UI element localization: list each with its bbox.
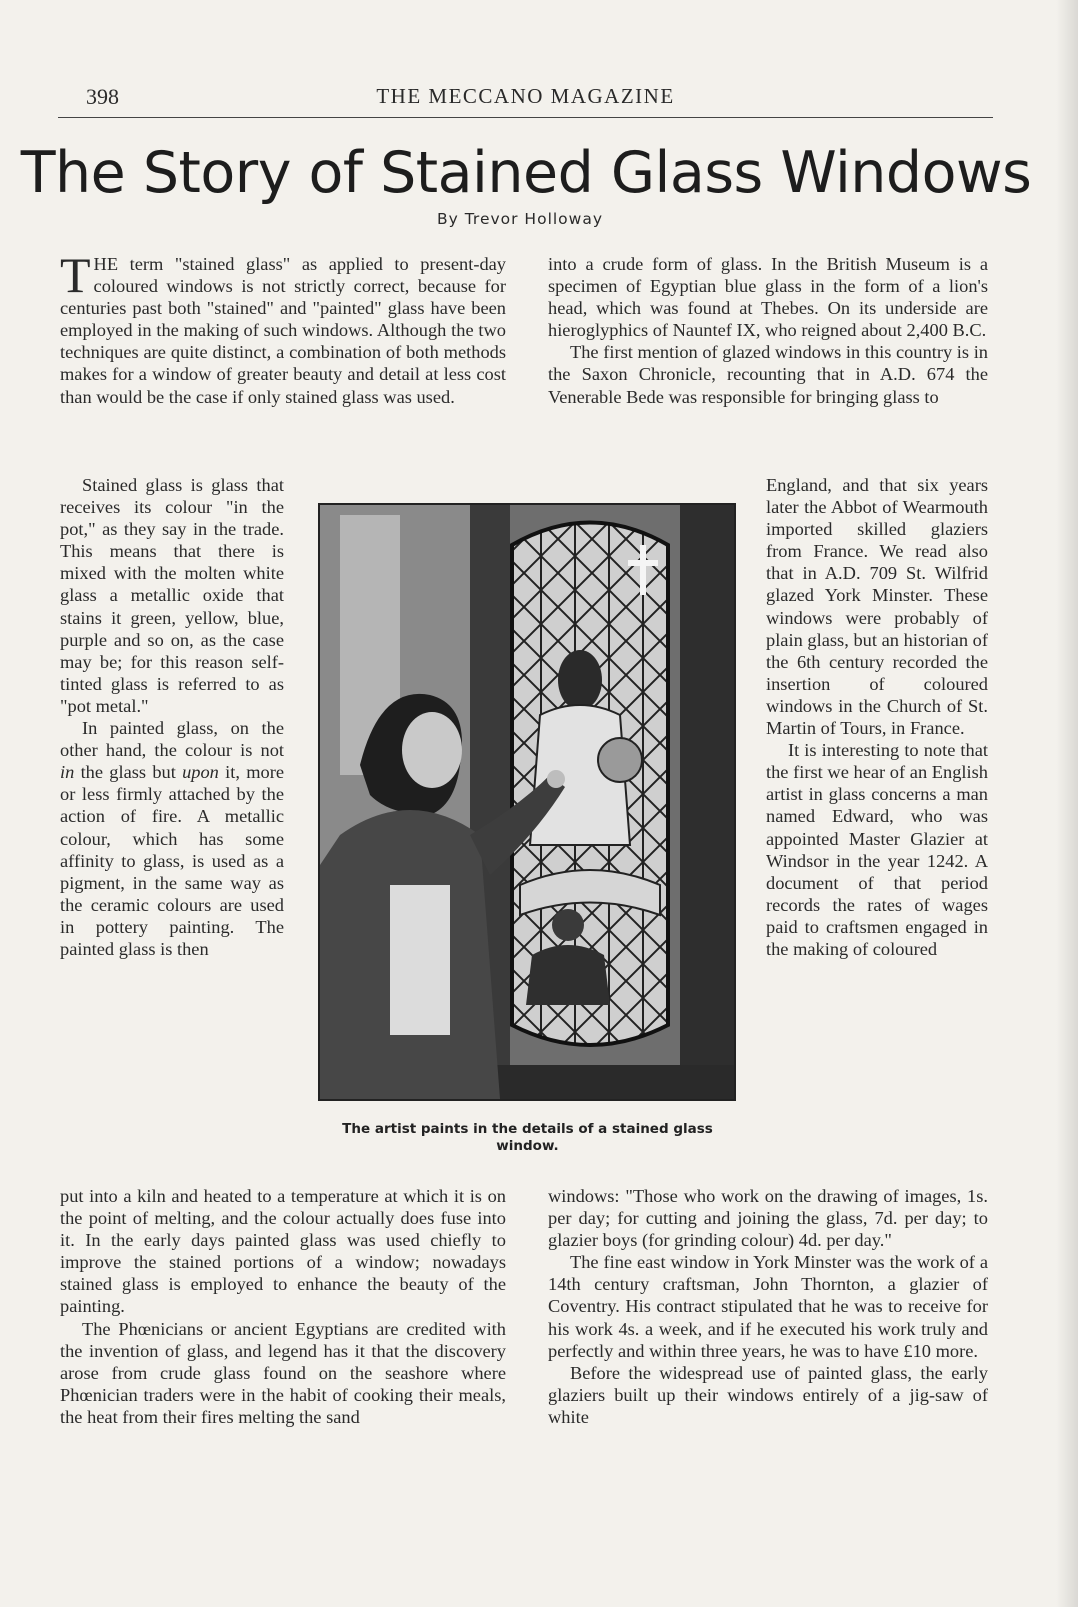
paragraph-master-glazier: It is interesting to note that the first we hear of an English artist in glass concerns a man named Edward, who was appointed Master Glazier at Windsor in the year 1242. A document of that period records the rates of wages paid to craftsmen engaged in the making of coloured bbox=[766, 740, 988, 959]
column-top-right bbox=[548, 253, 988, 408]
photo-caption: The artist paints in the details of a stained glass window. bbox=[342, 1121, 713, 1154]
paragraph-egyptian-glass: into a crude form of glass. In the British Museum is a specimen of Egyptian blue glass in the form of a lion's head, which was found at Thebes. On its underside are hieroglyphics of Nauntef IX, who reigned about 2,400 B.C. bbox=[548, 254, 988, 341]
paragraph-intro-text: HE term "stained glass" as applied to present-day coloured windows is not strictly correct, because for centuries past both "stained" and "painted" glass have been employed in the making of such windows. Although the two techniques are quite distinct, a combination of both methods makes for a window of greater beauty and detail at less cost than would be the case if only stained glass was used. bbox=[60, 254, 506, 407]
text-run: it, more or less firmly attached by the action of fire. A metallic colour, which has some affinity to glass, is used as a pigment, in the same way as the ceramic colours are used in pottery painting. The painted glass is then bbox=[60, 762, 284, 959]
page-edge-shadow bbox=[1056, 0, 1078, 1607]
article-title: The Story of Stained Glass Windows bbox=[20, 140, 1032, 206]
column-top-left bbox=[60, 247, 506, 408]
header-rule bbox=[58, 117, 993, 118]
paragraph-phoenicians: The Phœnicians or ancient Egyptians are credited with the invention of glass, and legend has it that the discovery arose from crude glass found on the seashore where Phœnician traders were in the habit of cooking their meals, the heat from their fires melting the sand bbox=[60, 1318, 506, 1427]
column-bottom-left bbox=[60, 1185, 506, 1428]
photo-illustration bbox=[320, 505, 734, 1099]
paragraph-stained-glass: Stained glass is glass that receives its colour "in the pot," as they say in the trade. This means that there is mixed with the molten white glass a metallic oxide that stains it green, yellow, blue, purple and so on, as the case may be; for this reason self-tinted glass is referred to as "pot metal." bbox=[60, 475, 284, 716]
column-middle-left bbox=[60, 474, 284, 960]
text-run: the glass but bbox=[74, 762, 183, 783]
column-middle-right bbox=[766, 474, 988, 960]
emphasis-upon: upon bbox=[182, 762, 219, 783]
column-bottom-right bbox=[548, 1185, 988, 1428]
drop-cap: T bbox=[60, 247, 91, 303]
paragraph-painted-glass bbox=[60, 717, 284, 960]
paragraph-early-glaziers: Before the widespread use of painted glass, the early glaziers built up their windows entirely of a jig-saw of white bbox=[548, 1362, 988, 1427]
paragraph-glazed-windows: The first mention of glazed windows in this country is in the Saxon Chronicle, recounting that in A.D. 674 the Venerable Bede was responsible for bringing glass to bbox=[548, 342, 988, 407]
paragraph-intro bbox=[60, 247, 506, 408]
magazine-title: THE MECCANO MAGAZINE bbox=[376, 84, 675, 108]
emphasis-in: in bbox=[60, 762, 75, 783]
paragraph-york-minster: The fine east window in York Minster was the work of a 14th century craftsman, John Thornton, a glazier of Coventry. His contract stipulated that he was to receive for his work 4s. a week, and if he executed his work truly and perfectly and within three years, he was to have £10 more. bbox=[548, 1252, 988, 1361]
paragraph-kiln: put into a kiln and heated to a temperature at which it is on the point of melting, and the colour actually does fuse into it. In the early days painted glass was used chiefly to improve the stained portions of a window; nowadays stained glass is employed to enhance the beauty of the painting. bbox=[60, 1186, 506, 1317]
running-header bbox=[58, 80, 993, 112]
article-byline: By Trevor Holloway bbox=[436, 210, 604, 228]
paragraph-abbot-wearmouth: England, and that six years later the Abbot of Wearmouth imported skilled glaziers from France. We read also that in A.D. 709 St. Wilfrid glazed York Minster. These windows were probably of plain glass, but an historian of the 6th century recorded the insertion of coloured windows in the Church of St. Martin of Tours, in France. bbox=[766, 475, 988, 739]
paragraph-wages: windows: "Those who work on the drawing of images, 1s. per day; for cutting and joining the glass, 7d. per day; to glazier boys (for grinding colour) 4d. per day." bbox=[548, 1186, 988, 1251]
text-run: In painted glass, on the other hand, the colour is not bbox=[60, 718, 284, 761]
photo-artist-painting-window bbox=[318, 503, 736, 1101]
page-number: 398 bbox=[86, 84, 119, 109]
